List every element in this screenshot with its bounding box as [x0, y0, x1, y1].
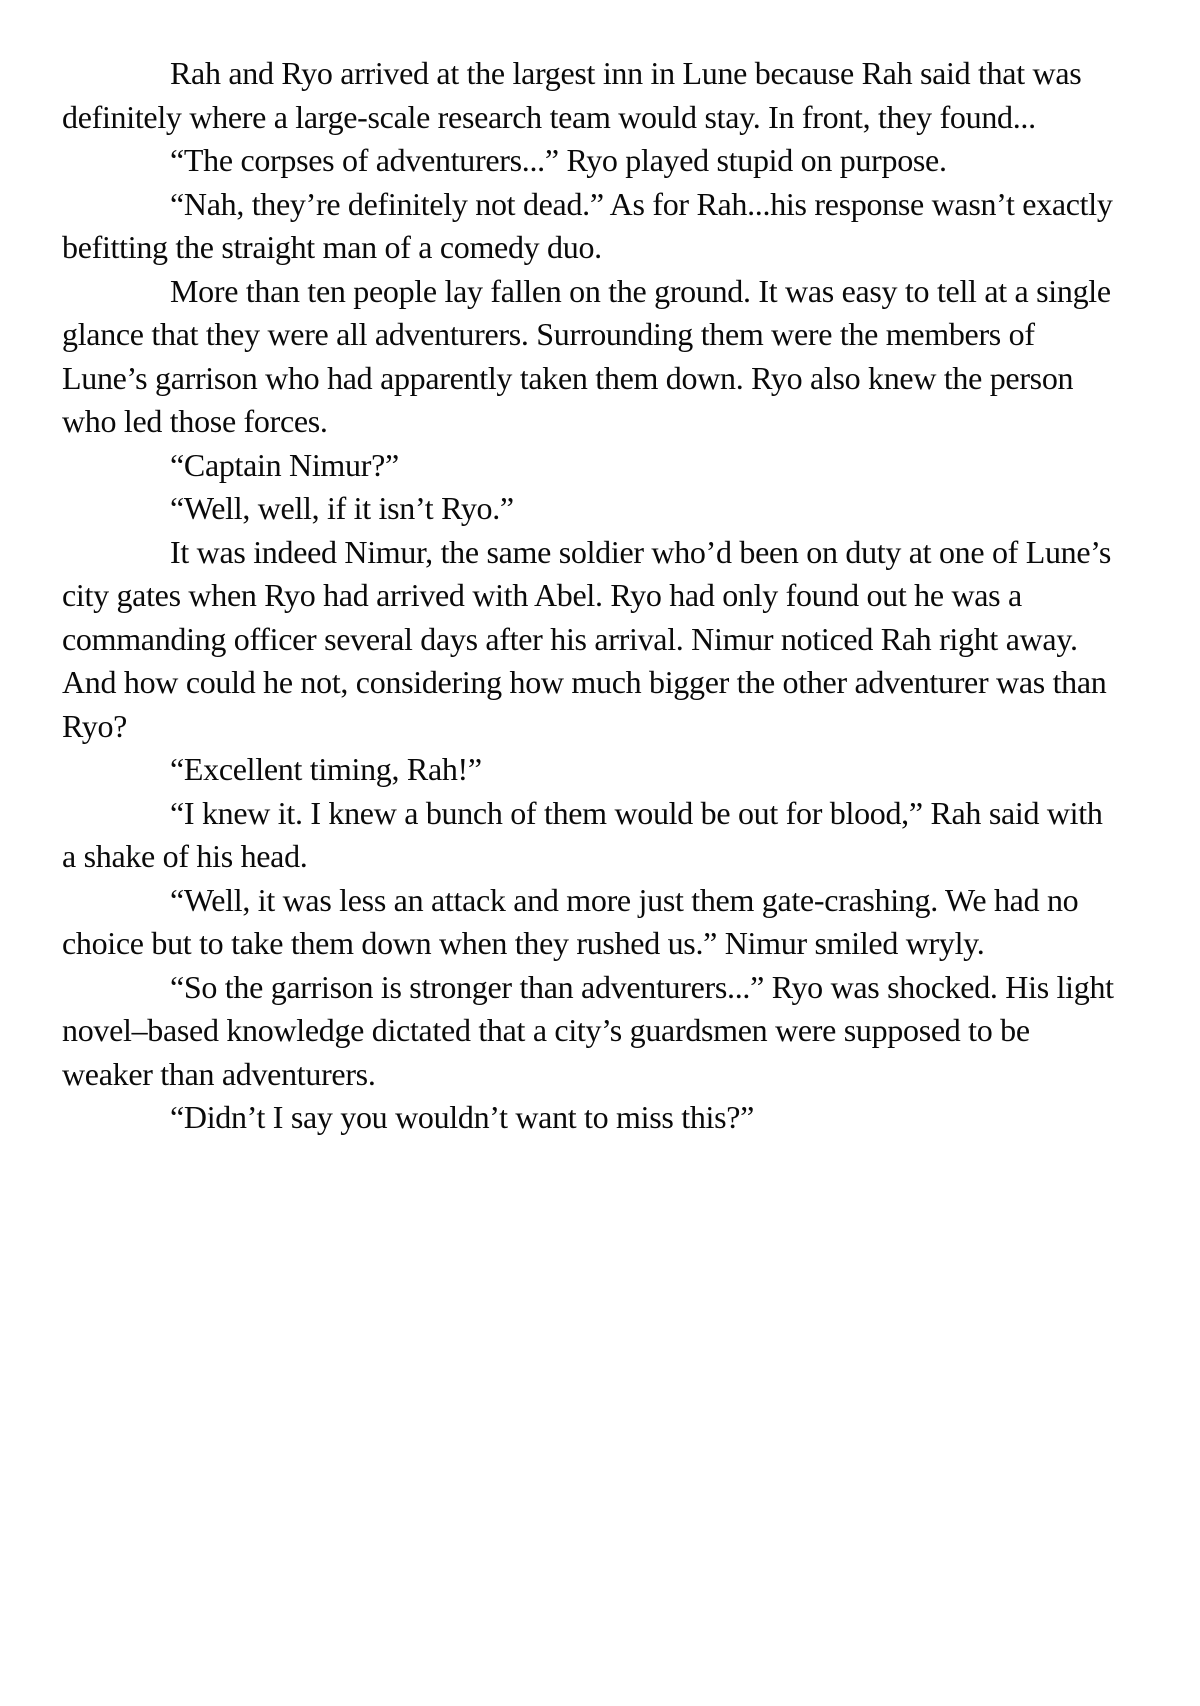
- paragraph: It was indeed Nimur, the same soldier who’d been on duty at one of Lune’s city gates when Ryo had arrived with Abel. Ryo had only found out he was a commanding officer several days after his arrival. Nimur noticed Rah right away. And how could he not, considering how much bigger the other adventurer was than Ryo?: [62, 533, 1112, 744]
- paragraph: “Well, it was less an attack and more just them gate-crashing. We had no choice but to take them down when they rushed us.” Nimur smiled wryly.: [62, 881, 1079, 961]
- paragraph: “Didn’t I say you wouldn’t want to miss this?”: [170, 1099, 755, 1135]
- paragraph: “So the garrison is stronger than adventurers...” Ryo was shocked. His light novel–based knowledge dictated that a city’s guardsmen were supposed to be weaker than adventurers.: [62, 968, 1114, 1092]
- paragraph: Rah and Ryo arrived at the largest inn in Lune because Rah said that was definitely where a large-scale research team would stay. In front, they found...: [62, 55, 1082, 135]
- paragraph: “Nah, they’re definitely not dead.” As for Rah...his response wasn’t exactly befitting the straight man of a comedy duo.: [62, 185, 1113, 265]
- paragraph: More than ten people lay fallen on the ground. It was easy to tell at a single glance that they were all adventurers. Surrounding them were the members of Lune’s garrison who had apparently taken them down. Ryo also knew the person who led those forces.: [62, 272, 1111, 439]
- paragraph: “I knew it. I knew a bunch of them would be out for blood,” Rah said with a shake of his head.: [62, 794, 1103, 874]
- paragraph: “The corpses of adventurers...” Ryo played stupid on purpose.: [170, 142, 947, 178]
- paragraph: “Captain Nimur?”: [170, 446, 399, 483]
- paragraph: “Excellent timing, Rah!”: [170, 751, 482, 787]
- paragraph: “Well, well, if it isn’t Ryo.”: [170, 490, 514, 526]
- page-text-block: [62, 52, 1120, 1140]
